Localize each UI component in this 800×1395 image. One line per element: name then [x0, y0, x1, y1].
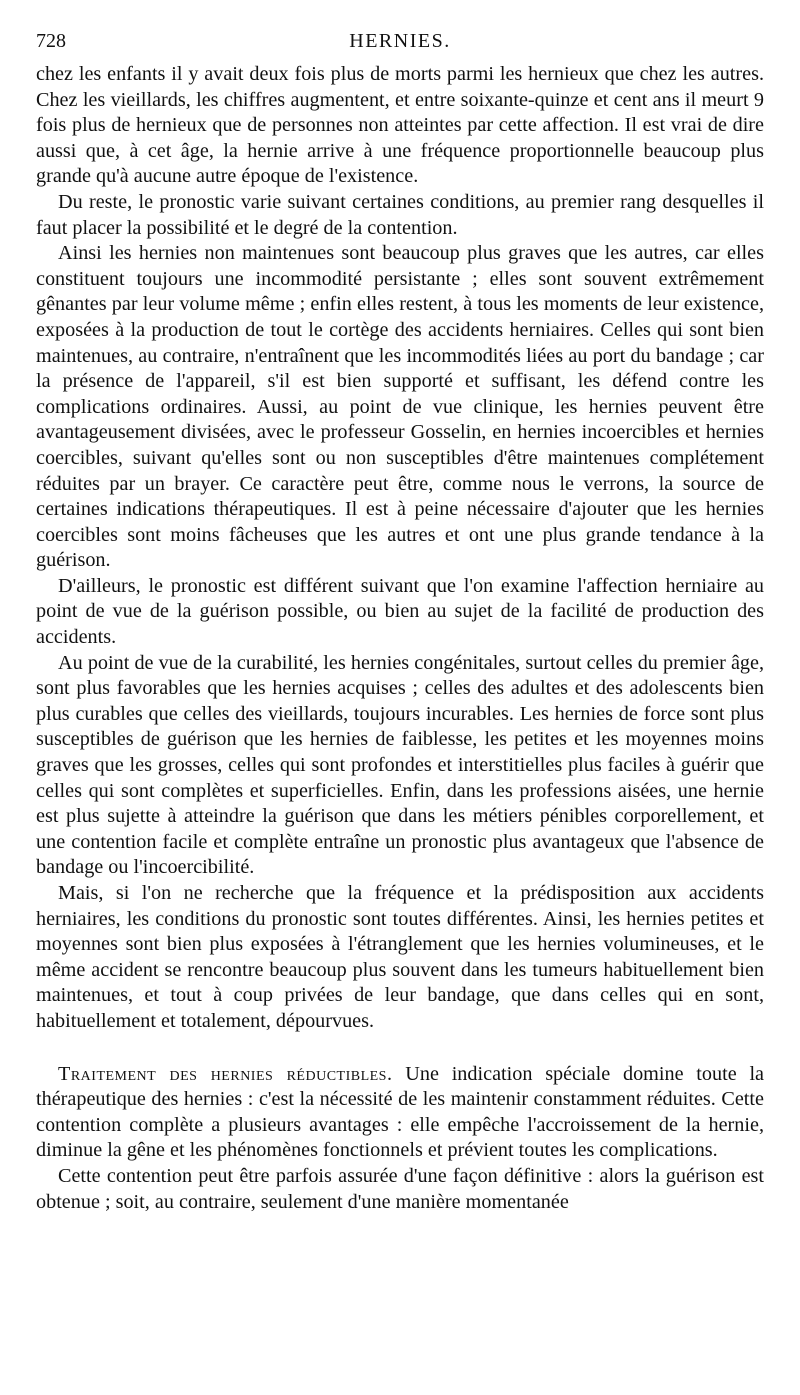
paragraph: D'ailleurs, le pronostic est différent suivant que l'on examine l'affection herniaire au point de vue de la guérison possible, ou bien au sujet de la facilité de production des accidents. [36, 574, 764, 649]
paragraph: chez les enfants il y avait deux fois plus de morts parmi les hernieux que chez les autres. Chez les vieillards, les chiffres augmentent, et entre soixante-quinze et cent ans il meurt 9 fois plus de hernieux que de personnes non atteintes par cette affection. Il est vrai de dire aussi que, à cet âge, la hernie arrive à une fréquence proportionnelle beaucoup plus grande qu'à aucune autre époque de l'existence. [36, 63, 764, 188]
section-text: Une indication spéciale domine toute la thérapeutique des hernies : c'est la nécessité de les maintenir constamment réduites. Cette contention complète a plusieurs avantages : elle empêche l'accroissement de la hernie, diminue la gêne et les phénomènes fonctionnels et prévient toutes les complications. [36, 1062, 765, 1162]
paragraph: Mais, si l'on ne recherche que la fréquence et la prédisposition aux accidents herniaires, les conditions du pronostic sont toutes différentes. Ainsi, les hernies petites et moyennes sont bien plus exposées à l'étranglement que les hernies volumineuses, et le même accident se rencontre beaucoup plus souvent dans les tumeurs habituellement bien maintenues, et tout à coup privées de leur bandage, que dans celles qui en sont, habituellement et totalement, dépourvues. [36, 882, 764, 1032]
running-title: HERNIES. [349, 30, 451, 52]
paragraph: Ainsi les hernies non maintenues sont beaucoup plus graves que les autres, car elles constituent toujours une incommodité persistante ; elles sont souvent extrêmement gênantes par leur volume même ; enfin elles restent, à tous les moments de leur existence, exposées à la production de tout le cortège des accidents herniaires. Celles qui sont bien maintenues, au contraire, n'entraînent que les incommodités liées au port du bandage ; car la présence de l'appareil, s'il est bien supporté et suffisant, les défend contre les complications ordinaires. Aussi, au point de vue clinique, les hernies peuvent être avantageusement divisées, avec le professeur Gosselin, en hernies incoercibles et hernies coercibles, suivant qu'elles sont ou non susceptibles d'être maintenues complétement réduites par un brayer. Ce caractère peut être, comme nous le verrons, la source de certaines indications thérapeutiques. Il est à peine nécessaire d'ajouter que les hernies coercibles sont moins fâcheuses que les autres et ont une plus grande tendance à la guérison. [36, 242, 764, 572]
paragraph: Du reste, le pronostic varie suivant certaines conditions, au premier rang desquelles il faut placer la possibilité et le degré de la contention. [36, 190, 764, 239]
section-heading: Traitement des hernies réductibles. [58, 1062, 393, 1085]
section-paragraph [36, 1062, 764, 1164]
paragraph: Au point de vue de la curabilité, les hernies congénitales, surtout celles du premier âge, sont plus favorables que les hernies acquises ; celles des adultes et des adolescents bien plus curables que celles des vieillards, toujours incurables. Les hernies de force sont plus susceptibles de guérison que les hernies de faiblesse, les petites et les moyennes moins graves que les grosses, celles qui sont profondes et interstitielles plus faciles à guérir que celles qui sont complètes et superficielles. Enfin, dans les professions aisées, une hernie est plus sujette à atteindre la guérison que dans les métiers pénibles corporellement, et une contention facile et complète entraîne un pronostic plus avantageux que l'absence de bandage ou l'incoercibilité. [36, 651, 764, 879]
page-number: 728 [36, 30, 66, 52]
body-text [36, 62, 764, 1215]
section-spacer [36, 1035, 764, 1062]
paragraph: Cette contention peut être parfois assurée d'une façon définitive : alors la guérison est obtenue ; soit, au contraire, seulement d'une manière momentanée [36, 1164, 764, 1213]
page-header [36, 30, 764, 60]
